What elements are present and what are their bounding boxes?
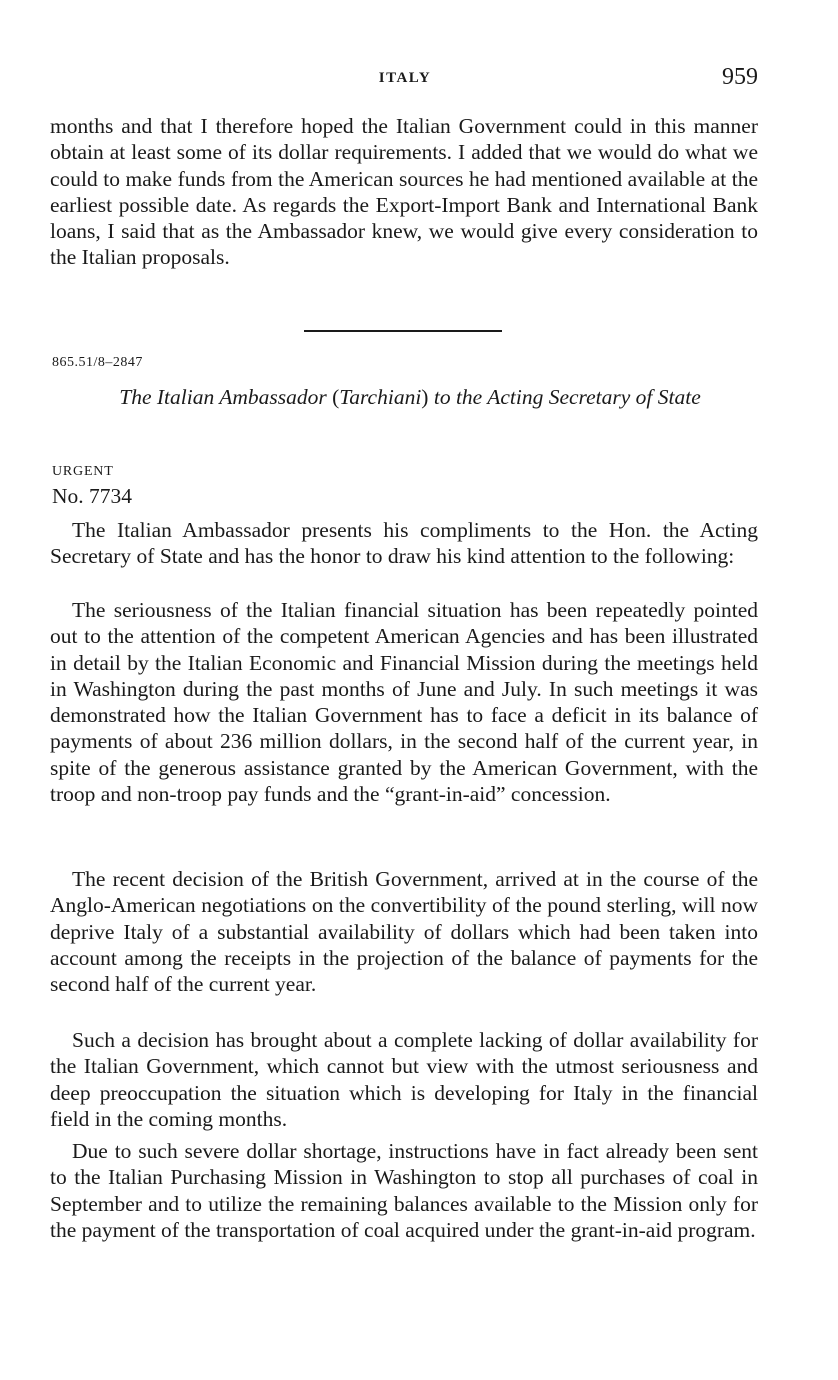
- body-paragraph: The seriousness of the Italian financial situation has been repeatedly pointed out to the attention of the competent American Agencies and has been illustrated in detail by the Italian Economic and Financial Mission during the meetings held in Washington during the past months of June and July. In such meetings it was demonstrated how the Italian Government has to face a deficit in its balance of payments of about 236 million dollars, in the second half of the current year, in spite of the generous assistance granted by the American Government, with the troop and non-troop pay funds and the “grant-in-aid” concession.: [50, 598, 758, 807]
- body-paragraph: Due to such severe dollar shortage, instructions have in fact already been sent to the Italian Purchasing Mission in Washington to stop all purchases of coal in September and to utilize the remaining balances available to the Mission only for the payment of the transportation of coal acquired under the grant-in-aid program.: [50, 1139, 758, 1242]
- body-paragraph: The recent decision of the British Government, arrived at in the course of the Anglo-American negotiations on the convertibility of the pound sterling, will now deprive Italy of a substantial availability of dollars which had been taken into account among the receipts in the projection of the balance of payments for the second half of the current year.: [50, 867, 758, 997]
- document-number: No. 7734: [52, 484, 133, 508]
- title-part-2: to the Acting Secretary of State: [433, 385, 701, 409]
- title-ambassador-name: Tarchiani: [339, 385, 422, 409]
- intro-paragraph: months and that I therefore hoped the Italian Government could in this manner obtain at least some of its dollar requirements. I added that we would do what we could to make funds from the American sources he had mentioned available at the earliest possible date. As regards the Export-Import Bank and International Bank loans, I said that as the Ambassador knew, we would give every consideration to the Italian proposals.: [50, 114, 758, 270]
- title-paren-close: ): [421, 385, 434, 409]
- file-number: 865.51/8–2847: [52, 355, 143, 370]
- title-part-1: The Italian Ambassador: [119, 385, 327, 409]
- page-number: 959: [722, 64, 758, 90]
- section-divider: [304, 330, 502, 332]
- urgency-label: URGENT: [52, 464, 114, 479]
- running-head: ITALY: [378, 70, 432, 86]
- title-paren-open: (: [326, 385, 340, 409]
- body-paragraph: Such a decision has brought about a complete lacking of dollar availability for the Italian Government, which cannot but view with the utmost seriousness and deep preoccupation the situation which is developing for Italy in the financial field in the coming months.: [50, 1028, 758, 1131]
- page-header: [52, 64, 758, 96]
- document-title: [80, 384, 740, 410]
- body-paragraph: The Italian Ambassador presents his compliments to the Hon. the Acting Secretary of State and has the honor to draw his kind attention to the following:: [50, 518, 758, 569]
